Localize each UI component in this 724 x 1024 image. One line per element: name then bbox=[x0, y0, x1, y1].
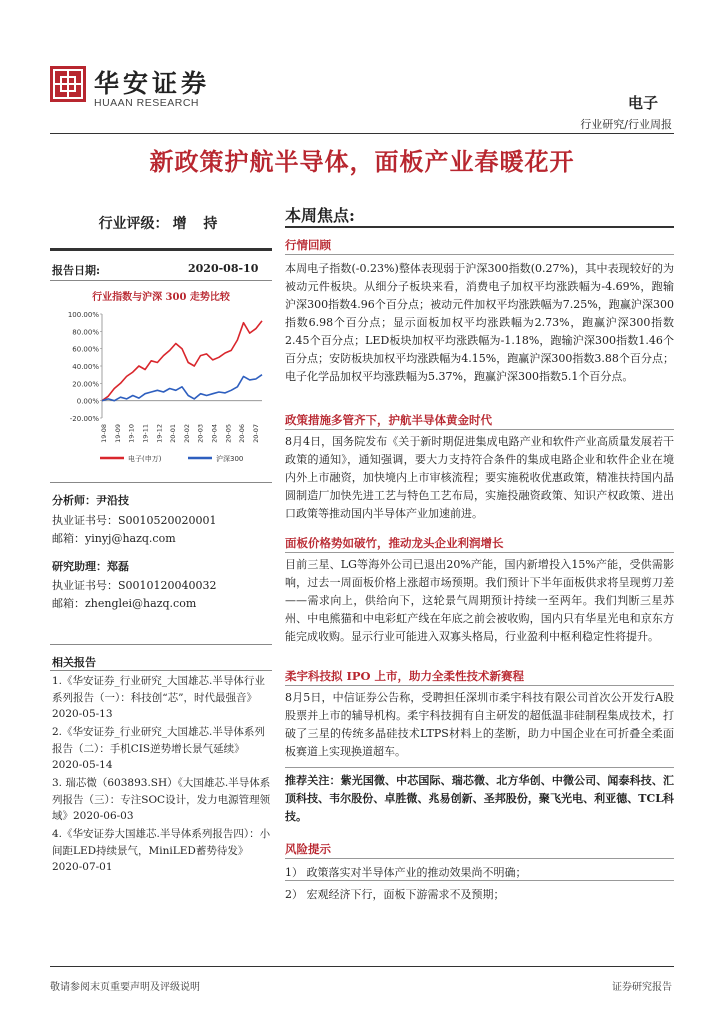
brand-name-cn: 华安证券 bbox=[94, 69, 211, 98]
analyst-cert: 执业证书号：S0010520020001 bbox=[52, 514, 217, 527]
series-line-electronics bbox=[102, 321, 262, 401]
weekly-focus-heading: 本周焦点: bbox=[285, 206, 355, 225]
footer-disclaimer: 敬请参阅末页重要声明及评级说明 bbox=[50, 982, 200, 993]
x-tick-label: 19-12 bbox=[155, 424, 164, 443]
legend-label: 电子(申万) bbox=[128, 455, 162, 463]
x-tick-label: 20-06 bbox=[238, 424, 247, 443]
assistant-email[interactable]: 邮箱：zhenglei@hazq.com bbox=[52, 597, 197, 610]
section-heading: 面板价格势如破竹，推动龙头企业利润增长 bbox=[285, 536, 504, 550]
section-heading: 柔宇科技拟 IPO 上市，助力全柔性技术新赛程 bbox=[285, 669, 525, 683]
related-report-item[interactable]: 4.《华安证券大国雄芯.半导体系列报告四）：小间距LED持续景气，MiniLED蓄势待发》2020-07-01 bbox=[52, 828, 271, 873]
divider bbox=[285, 767, 674, 768]
divider bbox=[285, 254, 674, 255]
y-tick-label: 100.00% bbox=[67, 311, 99, 319]
report-type: 行业研究/行业周报 bbox=[580, 118, 672, 131]
x-tick-label: 19-11 bbox=[141, 424, 150, 443]
section-body: 目前三星、LG等海外公司已退出20%产能，国内新增投入15%产能，受供需影响，过去一周面板价格上涨超市场预期。我们预计下半年面板供求将呈现剪刀差——需求向上，供给向下，这轮景气周期预计持续一至两年。我们判断三星苏州、中电熊猫和中电彩虹产线在年底之前会被收购，国内只有华星光电和京东方能完成收购。显示行业可能进入双寡头格局，行业盈利中枢利稳定性将提升。 bbox=[285, 558, 674, 643]
footer-divider bbox=[50, 966, 674, 967]
rating-label: 行业评级： bbox=[98, 216, 169, 232]
brand-name-en: HUAAN RESEARCH bbox=[94, 97, 200, 109]
rating-value: 增 持 bbox=[172, 216, 224, 232]
x-tick-label: 20-02 bbox=[182, 424, 191, 443]
x-tick-label: 20-01 bbox=[169, 424, 178, 443]
series-line-hs300 bbox=[102, 375, 262, 401]
related-report-item[interactable]: 3. 瑞芯微（603893.SH）《大国雄芯.半导体系列报告（三）：专注SOC设计，发力电源管理领域》2020-06-03 bbox=[52, 777, 271, 822]
risk-heading: 风险提示 bbox=[285, 842, 331, 856]
x-tick-label: 19-08 bbox=[100, 424, 108, 443]
report-date-label: 报告日期: bbox=[52, 264, 101, 277]
sector-label: 电子 bbox=[627, 94, 658, 112]
y-tick-label: -20.00% bbox=[69, 415, 99, 423]
x-tick-label: 20-04 bbox=[210, 424, 219, 443]
y-tick-label: 0.00% bbox=[76, 397, 99, 406]
industry-rating bbox=[50, 213, 272, 233]
report-date-value: 2020-08-10 bbox=[188, 262, 259, 275]
divider bbox=[285, 685, 674, 686]
assistant-cert: 执业证书号：S0010120040032 bbox=[52, 579, 217, 592]
footer-label: 证券研究报告 bbox=[612, 982, 672, 993]
y-tick-label: 80.00% bbox=[72, 328, 99, 337]
section-heading: 行情回顾 bbox=[285, 238, 331, 252]
y-tick-label: 20.00% bbox=[72, 380, 99, 389]
risk-item: 2） 宏观经济下行，面板下游需求不及预期； bbox=[285, 888, 505, 901]
related-report-item[interactable]: 1.《华安证券_行业研究_大国雄芯.半导体行业系列报告（一）：科技创“芯”，时代最强音》2020-05-13 bbox=[52, 675, 265, 720]
divider bbox=[50, 482, 272, 483]
analyst-name: 分析师：尹沿技 bbox=[52, 494, 129, 507]
y-tick-label: 40.00% bbox=[72, 363, 99, 371]
chart-title: 行业指数与沪深 300 走势比较 bbox=[92, 292, 230, 303]
x-tick-label: 20-07 bbox=[252, 424, 260, 443]
divider bbox=[285, 858, 674, 859]
x-tick-label: 20-03 bbox=[196, 424, 205, 443]
analyst-email[interactable]: 邮箱：yinyj@hazq.com bbox=[52, 532, 176, 545]
x-tick-label: 19-09 bbox=[113, 424, 122, 443]
section-body: 本周电子指数(-0.23%)整体表现弱于沪深300指数(0.27%)，其中表现较好的为被动元件板块。从细分子板块来看，消费电子加权平均涨跌幅为-4.69%，跑输沪深300指数4.96个百分点；被动元件加权平均涨跌幅为7.25%，跑赢沪深300指数6.98个百分点；显示面板加权平均涨跌幅为2.73%，跑赢沪深300指数2.45个百分点；LED板块加权平均涨跌幅为-1.18%，跑输沪深300指数1.46个百分点；安防板块加权平均涨跌幅为4.15%，跑赢沪深300指数3.88个百分点；电子化学品加权平均涨跌幅为5.37%，跑赢沪深300指数5.1个百分点。 bbox=[285, 262, 674, 383]
divider bbox=[50, 644, 272, 645]
risk-item: 1） 政策落实对半导体产业的推动效果尚不明确； bbox=[285, 866, 527, 879]
related-reports-heading: 相关报告 bbox=[52, 656, 96, 669]
section-body: 8月5日，中信证券公告称，受聘担任深圳市柔宇科技有限公司首次公开发行A股股票并上市的辅导机构。柔宇科技拥有自主研发的超低温非硅制程集成技术，打破了三星的传统多晶硅技术LTPS材料上的垄断，助力中国企业在可折叠全柔面板赛道上实现换道超车。 bbox=[285, 691, 674, 758]
recommend-list: 推荐关注：紫光国微、中芯国际、瑞芯微、北方华创、中微公司、闻泰科技、汇顶科技、韦尔股份、卓胜微、兆易创新、圣邦股份，聚飞光电、利亚德、TCL科技。 bbox=[285, 774, 674, 823]
brand-logo-icon bbox=[50, 66, 86, 102]
report-title: 新政策护航半导体，面板产业春暖花开 bbox=[149, 147, 575, 176]
legend-label: 沪深300 bbox=[216, 455, 244, 463]
divider bbox=[285, 429, 674, 430]
x-tick-label: 19-10 bbox=[127, 424, 136, 443]
divider bbox=[50, 248, 272, 251]
divider bbox=[285, 880, 674, 881]
y-tick-label: 60.00% bbox=[72, 345, 99, 354]
divider bbox=[285, 552, 674, 553]
divider bbox=[50, 670, 272, 671]
section-heading: 政策措施多管齐下，护航半导体黄金时代 bbox=[285, 413, 492, 427]
divider bbox=[285, 226, 674, 228]
x-tick-label: 20-05 bbox=[224, 424, 233, 443]
section-body: 8月4日，国务院发布《关于新时期促进集成电路产业和软件产业高质量发展若干政策的通知》，通知强调，要大力支持符合条件的集成电路企业和软件企业在境内外上市融资，加快境内上市审核流程；要实施税收优惠政策，精准扶持国内晶圆制造厂加快先进工艺与特色工艺布局，实施投融资政策、知识产权政策、进出口政策等推动国内半导体产业加速前进。 bbox=[285, 435, 674, 520]
divider bbox=[50, 280, 272, 281]
assistant-name: 研究助理：郑磊 bbox=[52, 560, 129, 573]
related-report-item[interactable]: 2.《华安证券_行业研究_大国雄芯.半导体系列报告（二）：手机CIS逆势增长景气延续》2020-05-14 bbox=[52, 726, 265, 771]
index-comparison-chart bbox=[50, 306, 272, 472]
header-divider bbox=[50, 133, 674, 134]
